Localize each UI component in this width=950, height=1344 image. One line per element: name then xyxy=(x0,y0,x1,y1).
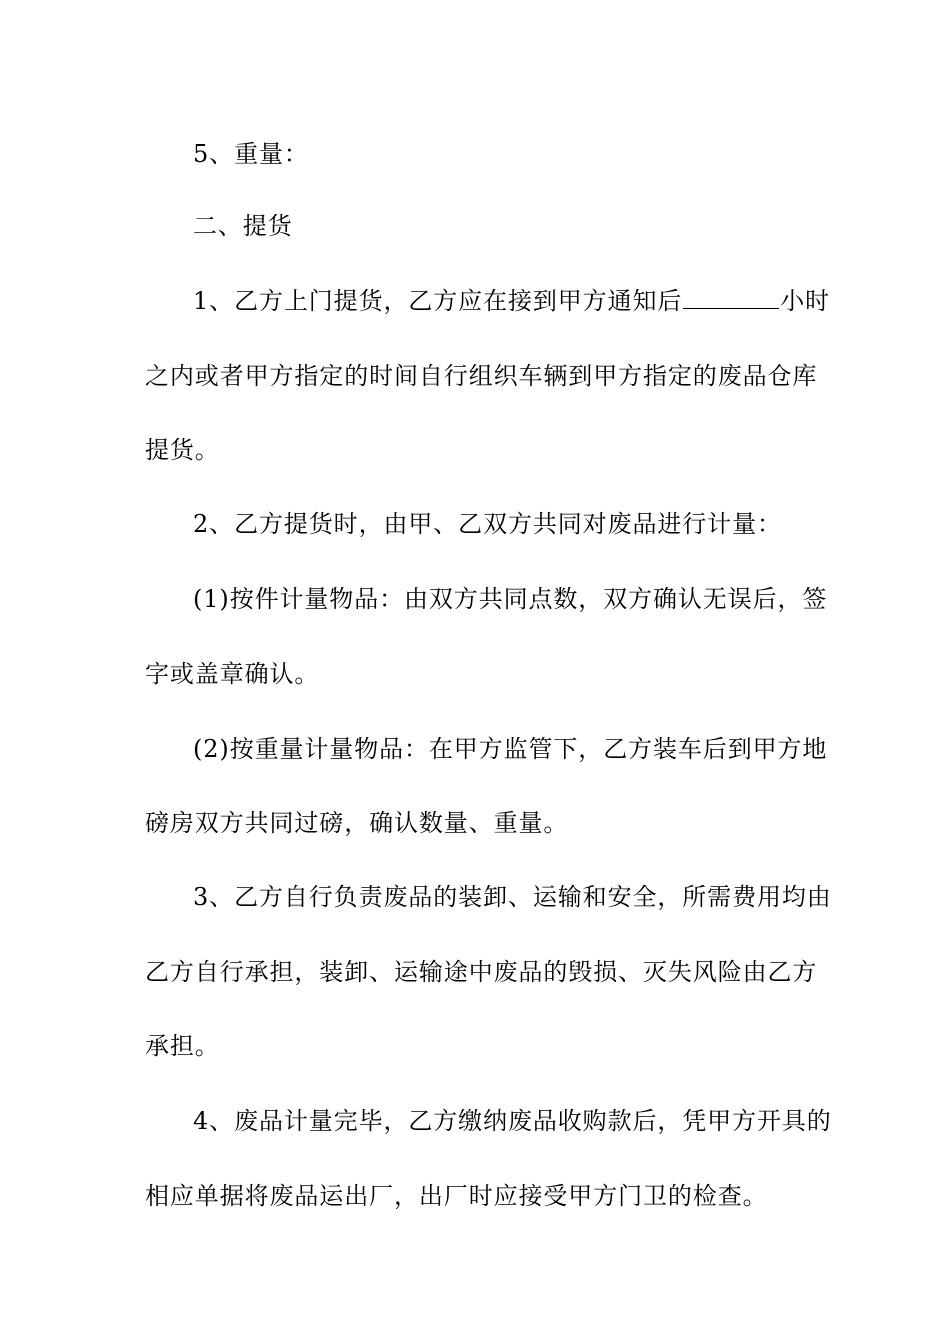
paragraph-2-line-1: 2、乙方提货时，由甲、乙双方共同对废品进行计量： xyxy=(193,510,782,538)
paragraph-2-1-line-2: 字或盖章确认。 xyxy=(145,660,320,688)
paragraph-1-line-3: 提货。 xyxy=(145,436,220,464)
paragraph-2-1-line-1: (1)按件计量物品：由双方共同点数，双方确认无误后，签 xyxy=(193,585,828,613)
paragraph-2-2-line-2: 磅房双方共同过磅，确认数量、重量。 xyxy=(145,809,569,837)
paragraph-3-line-2: 乙方自行承担，装卸、运输途中废品的毁损、灭失风险由乙方 xyxy=(145,958,818,986)
paragraph-2-2-line-1: (2)按重量计量物品：在甲方监管下，乙方装车后到甲方地 xyxy=(193,735,828,763)
paragraph-1-line-1: 1、乙方上门提货，乙方应在接到甲方通知后 小时 xyxy=(193,287,831,315)
paragraph-3-line-1: 3、乙方自行负责废品的装卸、运输和安全，所需费用均由 xyxy=(193,883,832,911)
paragraph-4-line-1: 4、废品计量完毕，乙方缴纳废品收购款后，凭甲方开具的 xyxy=(193,1107,832,1135)
paragraph-1-line-2: 之内或者甲方指定的时间自行组织车辆到甲方指定的废品仓库 xyxy=(145,362,818,390)
paragraph-4-line-2: 相应单据将废品运出厂，出厂时应接受甲方门卫的检查。 xyxy=(145,1182,768,1210)
section-heading-pickup: 二、提货 xyxy=(193,212,293,240)
fill-in-blank[interactable] xyxy=(683,286,779,309)
paragraph-3-line-3: 承担。 xyxy=(145,1032,220,1060)
item-weight: 5、重量： xyxy=(193,140,309,168)
